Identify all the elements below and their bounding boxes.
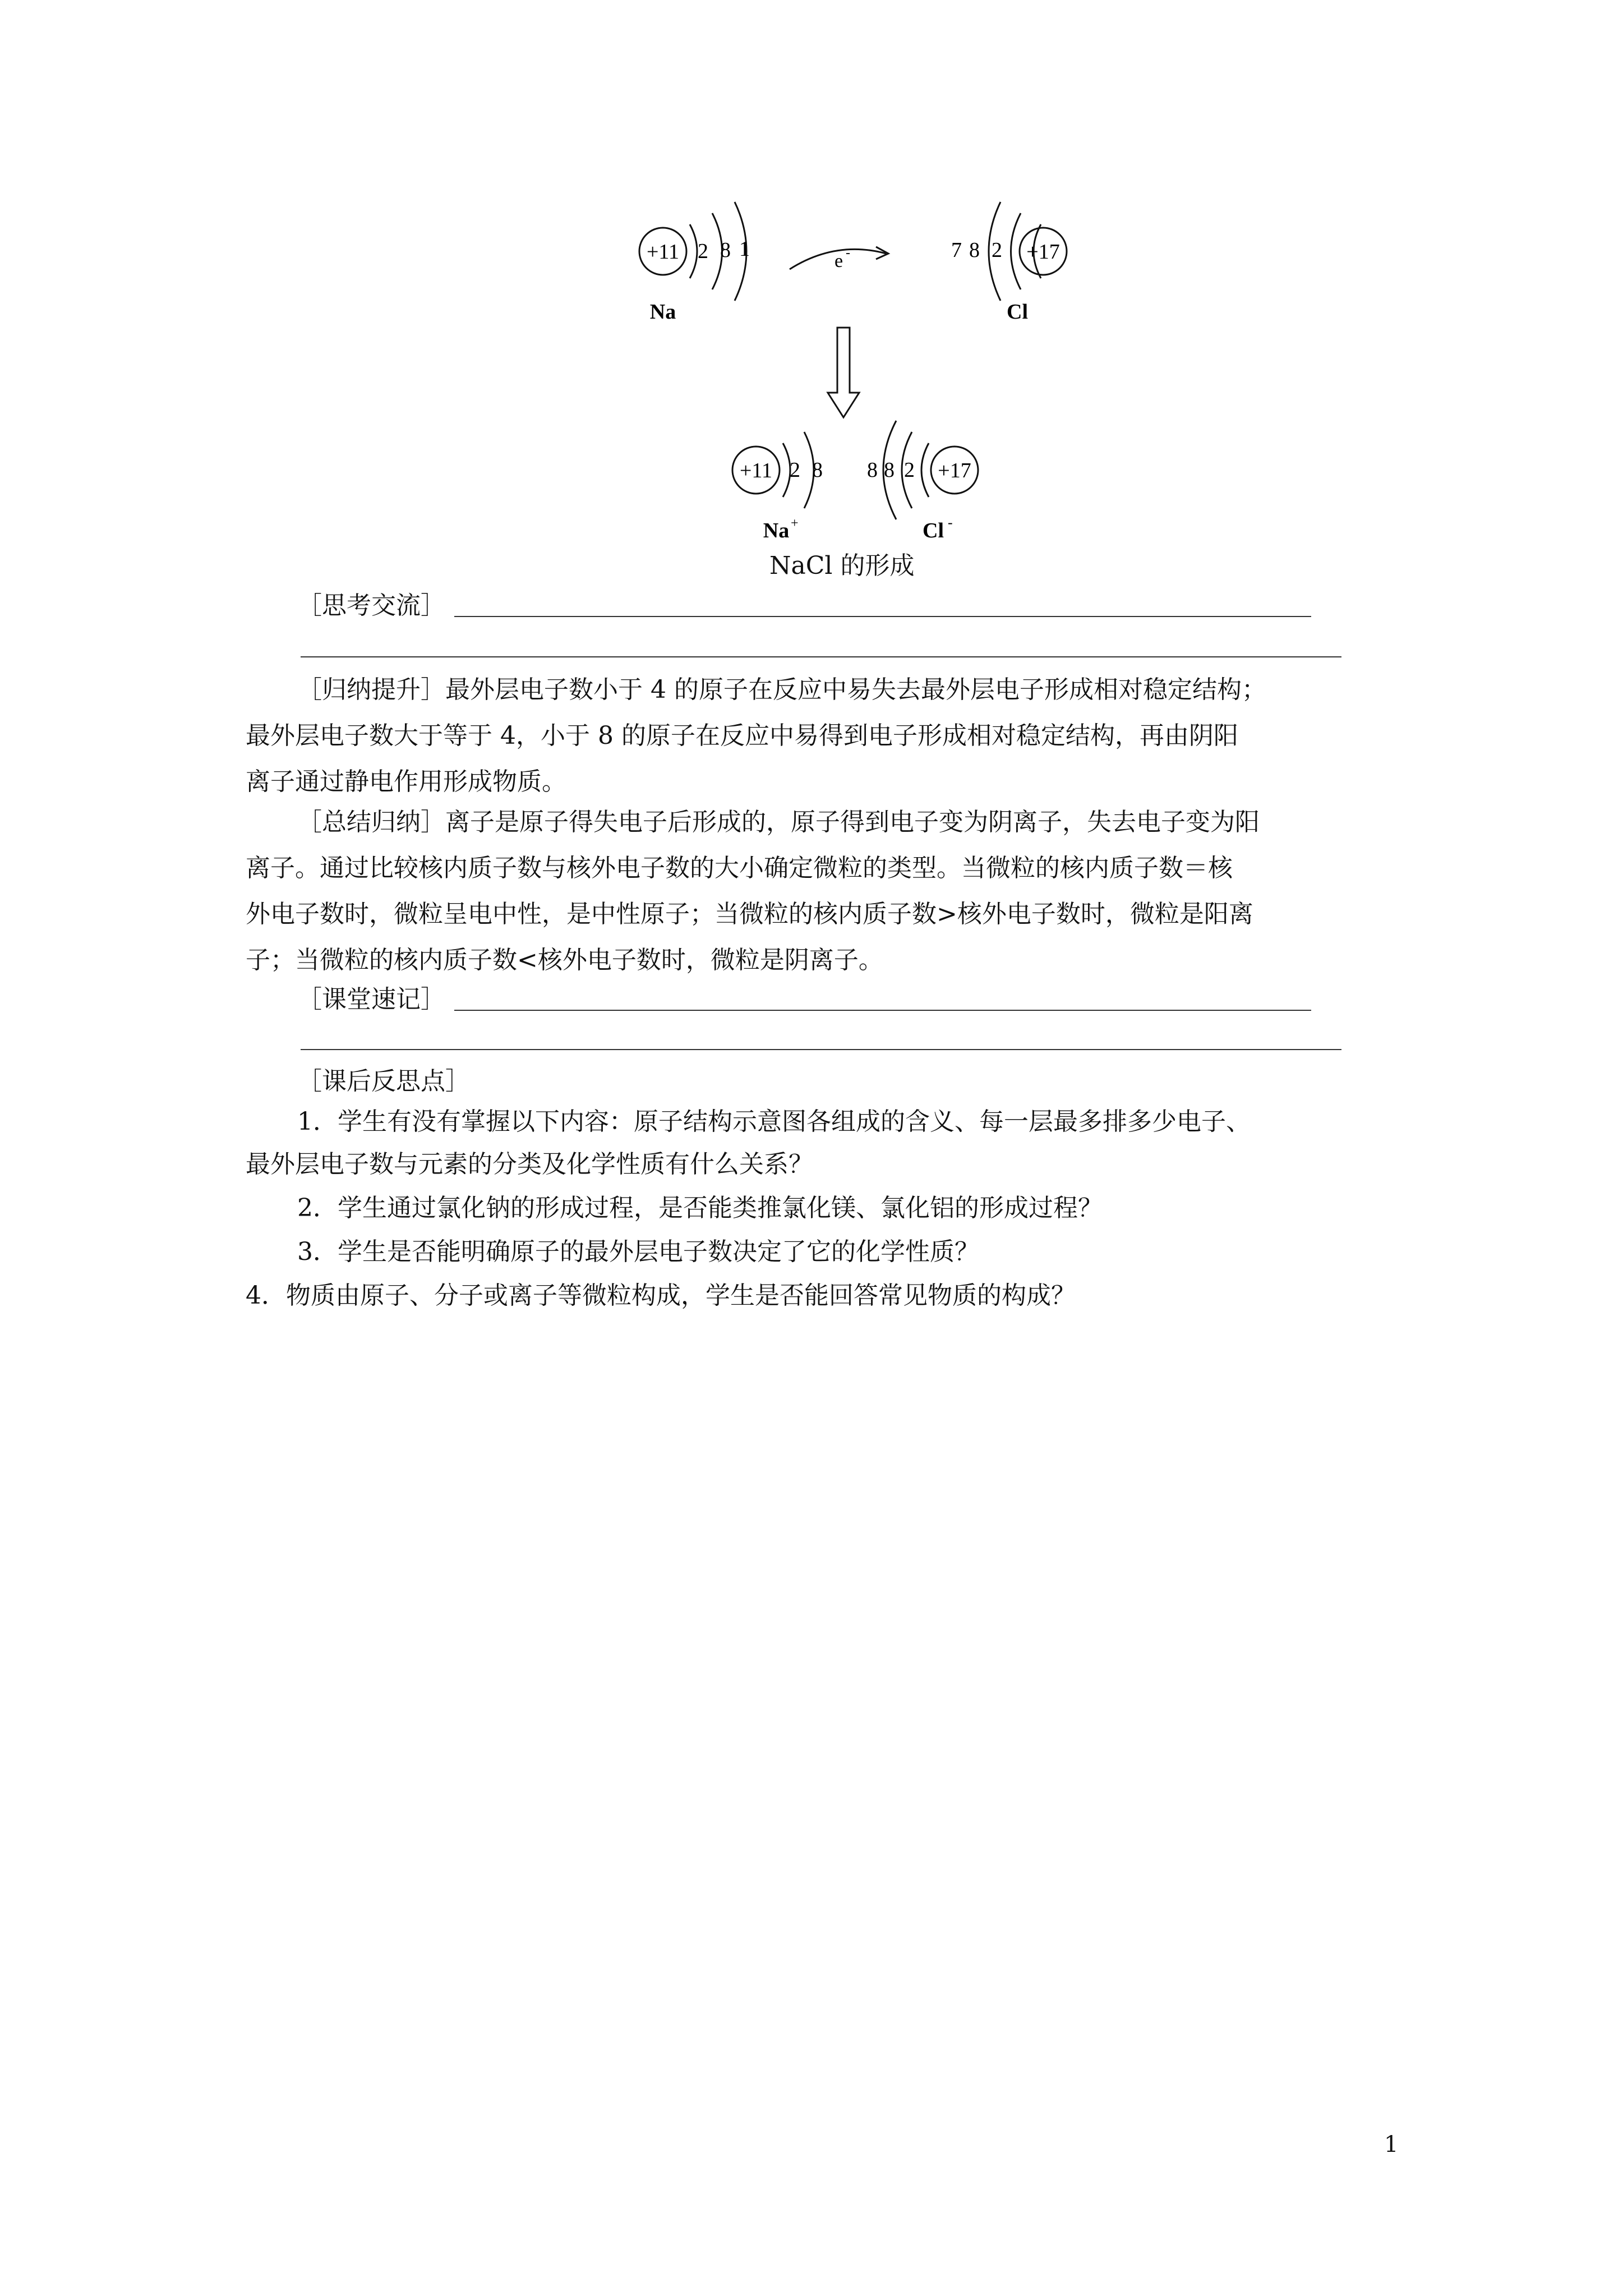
na-ion-shell-1: 2: [790, 458, 800, 482]
na-atom: [639, 202, 750, 324]
na-ion-nucleus: +11: [739, 459, 773, 482]
conclusion-line-1: ［总结归纳］离子是原子得失电子后形成的，原子得到电子变为阴离子，失去电子变为阳: [297, 808, 1260, 836]
reflection-line-3: 2．学生通过氯化钠的形成过程，是否能类推氯化镁、氯化铝的形成过程？: [297, 1194, 1103, 1222]
cl-atom-shell-middle: 8: [969, 238, 980, 262]
cl-atom-shell-outer: 7: [951, 238, 962, 262]
summary-line-3: 离子通过静电作用形成物质。: [246, 767, 566, 796]
cl-ion: [867, 421, 978, 542]
na-ion-shell-2: 8: [812, 458, 823, 482]
reflection-line-5: 4．物质由原子、分子或离子等微粒构成，学生是否能回答常见物质的构成？: [246, 1281, 1076, 1310]
na-atom-shell-1: 2: [698, 240, 708, 263]
na-ion-label: Na: [763, 519, 790, 542]
cl-ion-charge: -: [948, 514, 953, 531]
cl-ion-shell-outer: 8: [867, 458, 878, 482]
na-atom-shell-2: 8: [720, 238, 731, 262]
na-atom-nucleus: +11: [646, 240, 680, 264]
conclusion-line-3: 外电子数时，微粒呈电中性，是中性原子；当微粒的核内质子数>核外电子数时，微粒是阳离: [246, 900, 1253, 928]
reflection-label: ［课后反思点］: [297, 1067, 470, 1096]
reflection-line-1: 1．学生有没有掌握以下内容：原子结构示意图各组成的含义、每一层最多排多少电子、: [297, 1107, 1251, 1136]
notes-line-1: [454, 1010, 1311, 1011]
electron-charge: -: [846, 246, 850, 260]
cl-atom-nucleus: +17: [1026, 240, 1060, 264]
cl-atom-shell-inner: 2: [992, 238, 1002, 262]
summary-line-1: ［归纳提升］最外层电子数小于 4 的原子在反应中易失去最外层电子形成相对稳定结构；: [297, 675, 1266, 704]
reflection-line-4: 3．学生是否能明确原子的最外层电子数决定了它的化学性质？: [297, 1237, 979, 1266]
notes-label: ［课堂速记］: [297, 985, 445, 1014]
conclusion-line-2: 离子。通过比较核内质子数与核外电子数的大小确定微粒的类型。当微粒的核内质子数＝核: [246, 854, 1233, 882]
cl-ion-nucleus: +17: [938, 459, 971, 482]
notes-line-2: [301, 1049, 1341, 1050]
cl-atom-label: Cl: [1007, 300, 1028, 324]
down-arrow: [828, 328, 859, 417]
think-answer-line-2: [301, 656, 1341, 657]
electron-transfer-arrow: [790, 246, 888, 272]
reflection-line-2: 最外层电子数与元素的分类及化学性质有什么关系？: [246, 1150, 813, 1179]
cl-ion-shell-middle: 8: [884, 458, 895, 482]
diagram-caption: NaCl 的形成: [769, 551, 915, 580]
think-label: ［思考交流］: [297, 591, 445, 620]
cl-ion-shell-inner: 2: [904, 458, 915, 482]
cl-atom: [951, 202, 1067, 324]
think-answer-line-1: [454, 616, 1311, 617]
nacl-formation-diagram: [0, 0, 1623, 561]
na-ion: [732, 432, 823, 542]
na-atom-shell-3: 1: [739, 237, 750, 261]
na-atom-label: Na: [649, 300, 676, 324]
page-number: 1: [1384, 2132, 1399, 2157]
conclusion-line-4: 子；当微粒的核内质子数<核外电子数时，微粒是阴离子。: [246, 946, 883, 974]
electron-symbol: e: [834, 251, 843, 272]
cl-ion-label: Cl: [923, 519, 944, 542]
summary-line-2: 最外层电子数大于等于 4，小于 8 的原子在反应中易得到电子形成相对稳定结构，再由阴阳: [246, 721, 1238, 750]
na-ion-charge: +: [791, 516, 799, 531]
